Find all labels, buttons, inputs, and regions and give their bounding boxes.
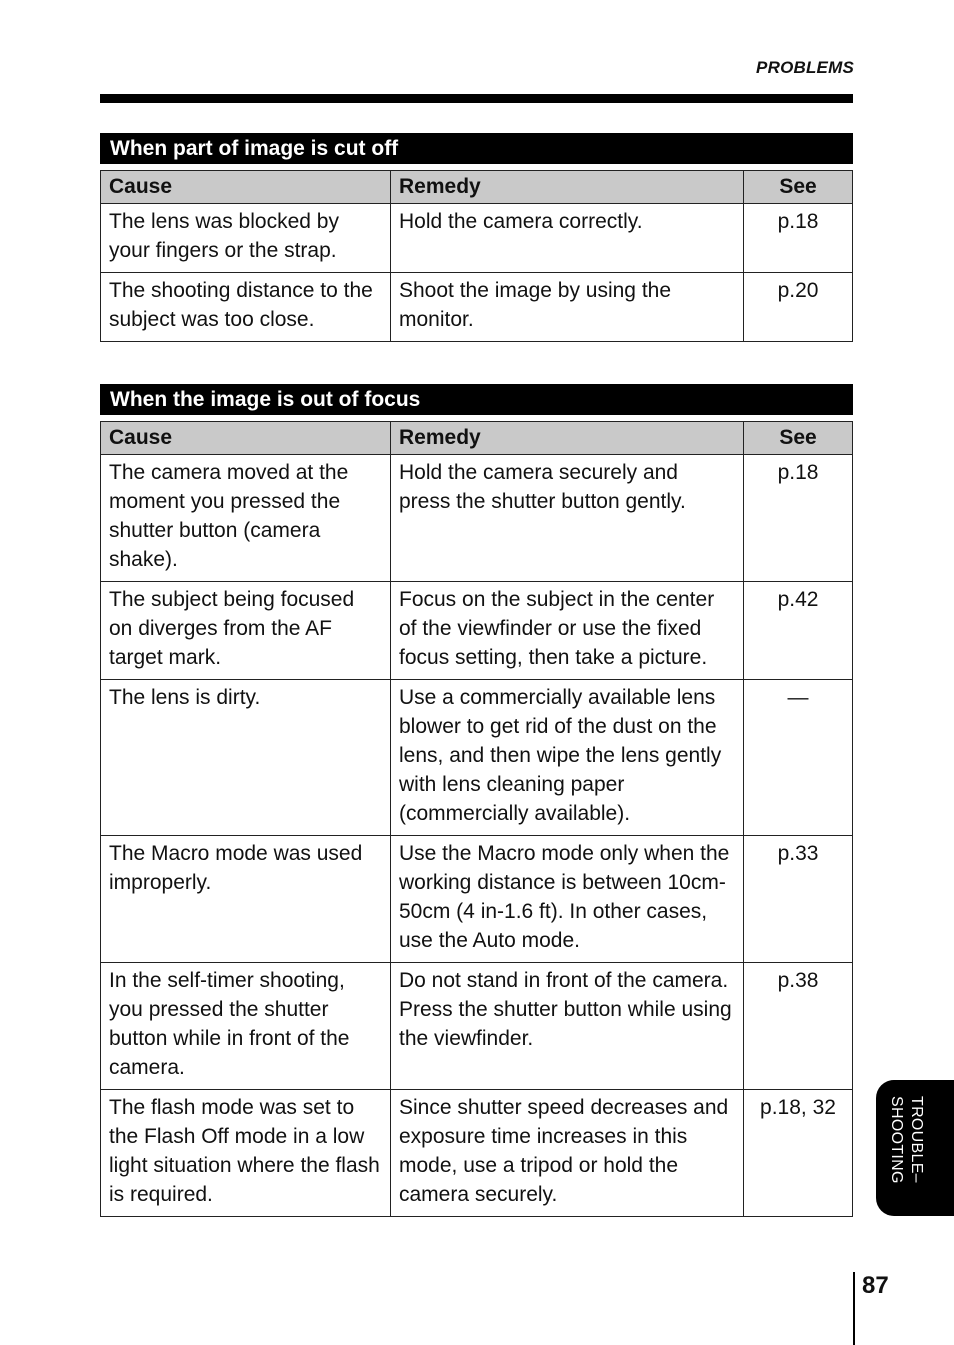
section-tab-label: TROUBLE– SHOOTING — [888, 1096, 925, 1184]
column-header-cause: Cause — [101, 422, 391, 455]
remedy-cell: Do not stand in front of the camera. Press the shutter button while using the viewfinder. — [391, 963, 744, 1090]
table-row — [101, 455, 853, 582]
remedy-cell: Hold the camera correctly. — [391, 204, 744, 273]
see-page-cell: p.20 — [744, 273, 853, 342]
cause-cell: The lens was blocked by your fingers or the strap. — [101, 204, 391, 273]
section-title: When part of image is cut off — [100, 133, 853, 164]
see-page-cell: p.18 — [744, 204, 853, 273]
table-row — [101, 1090, 853, 1217]
see-page-cell: p.18 — [744, 455, 853, 582]
table-row — [101, 204, 853, 273]
column-header-cause: Cause — [101, 171, 391, 204]
column-header-remedy: Remedy — [391, 422, 744, 455]
running-head: PROBLEMS — [756, 58, 854, 77]
cause-cell: The flash mode was set to the Flash Off mode in a low light situation where the flash is required. — [101, 1090, 391, 1217]
see-page-cell: — — [744, 680, 853, 836]
troubleshooting-table — [100, 421, 853, 1217]
table-row — [101, 273, 853, 342]
see-page-cell: p.33 — [744, 836, 853, 963]
cause-cell: The shooting distance to the subject was too close. — [101, 273, 391, 342]
column-header-see: See — [744, 422, 853, 455]
troubleshooting-table — [100, 170, 853, 342]
remedy-cell: Since shutter speed decreases and exposure time increases in this mode, use a tripod or hold the camera securely. — [391, 1090, 744, 1217]
cause-cell: The lens is dirty. — [101, 680, 391, 836]
cause-cell: The Macro mode was used improperly. — [101, 836, 391, 963]
table-row — [101, 680, 853, 836]
remedy-cell: Focus on the subject in the center of the viewfinder or use the fixed focus setting, then take a picture. — [391, 582, 744, 680]
column-header-remedy: Remedy — [391, 171, 744, 204]
remedy-cell: Use the Macro mode only when the working distance is between 10cm-50cm (4 in-1.6 ft). In other cases, use the Auto mode. — [391, 836, 744, 963]
table-row — [101, 963, 853, 1090]
remedy-cell: Use a commercially available lens blower to get rid of the dust on the lens, and then wipe the lens gently with lens cleaning paper (commercially available). — [391, 680, 744, 836]
see-page-cell: p.18, 32 — [744, 1090, 853, 1217]
section-out-of-focus — [100, 384, 853, 1217]
table-header-row — [101, 171, 853, 204]
cause-cell: In the self-timer shooting, you pressed the shutter button while in front of the camera. — [101, 963, 391, 1090]
see-page-cell: p.42 — [744, 582, 853, 680]
remedy-cell: Shoot the image by using the monitor. — [391, 273, 744, 342]
table-row — [101, 582, 853, 680]
page-number: 87 — [862, 1272, 889, 1299]
section-image-cut-off — [100, 133, 853, 342]
header-rule — [100, 94, 853, 103]
page-number-rule — [853, 1272, 855, 1345]
column-header-see: See — [744, 171, 853, 204]
cause-cell: The subject being focused on diverges from the AF target mark. — [101, 582, 391, 680]
table-row — [101, 836, 853, 963]
table-header-row — [101, 422, 853, 455]
remedy-cell: Hold the camera securely and press the shutter button gently. — [391, 455, 744, 582]
see-page-cell: p.38 — [744, 963, 853, 1090]
section-title: When the image is out of focus — [100, 384, 853, 415]
cause-cell: The camera moved at the moment you pressed the shutter button (camera shake). — [101, 455, 391, 582]
